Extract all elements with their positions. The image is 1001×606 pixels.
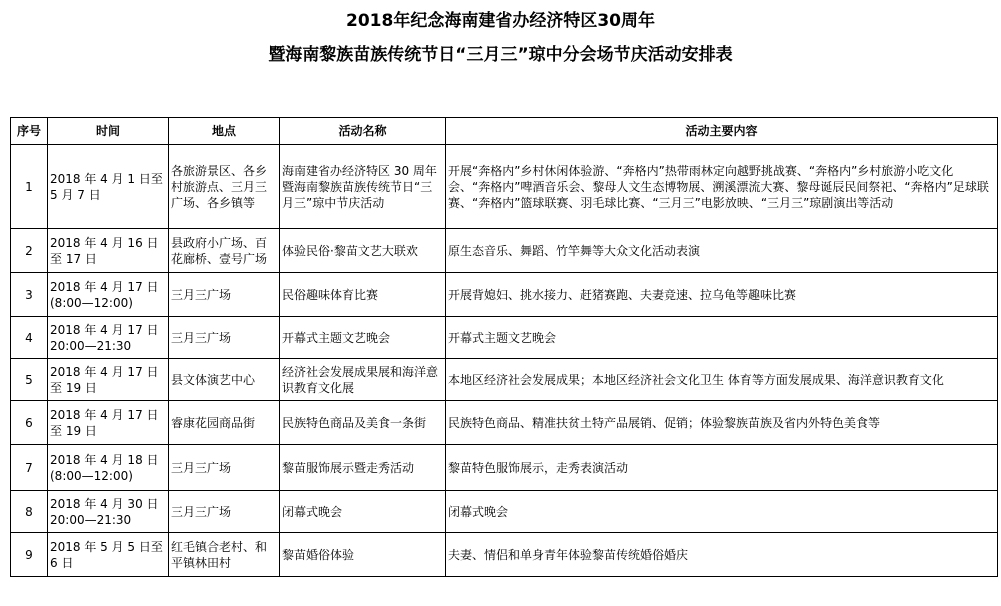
row-activity-content: 原生态音乐、舞蹈、竹竿舞等大众文化活动表演: [446, 229, 998, 273]
row-time: 2018 年 4 月 17 日至 19 日: [48, 401, 169, 445]
row-time: 2018 年 4 月 17 日至 19 日: [48, 359, 169, 401]
row-place: 三月三广场: [169, 445, 280, 491]
row-time: 2018 年 4 月 30 日 20:00—21:30: [48, 491, 169, 533]
row-time: 2018 年 4 月 16 日至 17 日: [48, 229, 169, 273]
row-place: 睿康花园商品街: [169, 401, 280, 445]
row-activity-name: 黎苗婚俗体验: [280, 533, 446, 577]
header-index: 序号: [11, 118, 48, 145]
row-activity-name: 闭幕式晚会: [280, 491, 446, 533]
header-place: 地点: [169, 118, 280, 145]
row-place: 县文体演艺中心: [169, 359, 280, 401]
table-row: [11, 445, 998, 491]
row-index: 8: [11, 491, 48, 533]
row-time: 2018 年 4 月 17 日 20:00—21:30: [48, 317, 169, 359]
row-place: 红毛镇合老村、和平镇林田村: [169, 533, 280, 577]
row-time: 2018 年 4 月 18 日(8:00—12:00): [48, 445, 169, 491]
row-activity-content: 开展背媳妇、挑水接力、赶猪赛跑、夫妻竞速、拉乌龟等趣味比赛: [446, 273, 998, 317]
row-index: 2: [11, 229, 48, 273]
row-index: 6: [11, 401, 48, 445]
row-activity-content: 夫妻、情侣和单身青年体验黎苗传统婚俗婚庆: [446, 533, 998, 577]
row-index: 4: [11, 317, 48, 359]
row-index: 5: [11, 359, 48, 401]
row-activity-content: 开幕式主题文艺晚会: [446, 317, 998, 359]
table-row: [11, 317, 998, 359]
row-index: 9: [11, 533, 48, 577]
row-activity-name: 开幕式主题文艺晚会: [280, 317, 446, 359]
header-activity-content: 活动主要内容: [446, 118, 998, 145]
table-row: [11, 359, 998, 401]
row-activity-content: 闭幕式晚会: [446, 491, 998, 533]
row-activity-content: 黎苗特色服饰展示，走秀表演活动: [446, 445, 998, 491]
header-activity-name: 活动名称: [280, 118, 446, 145]
row-place: 各旅游景区、各乡村旅游点、三月三广场、各乡镇等: [169, 145, 280, 229]
activity-schedule-table: [10, 117, 998, 577]
document-title-line2: 暨海南黎族苗族传统节日“三月三”琼中分会场节庆活动安排表: [268, 45, 733, 65]
row-index: 3: [11, 273, 48, 317]
row-time: 2018 年 4 月 17 日(8:00—12:00): [48, 273, 169, 317]
table-row: [11, 533, 998, 577]
row-activity-name: 海南建省办经济特区 30 周年暨海南黎族苗族传统节日“三月三”琼中节庆活动: [280, 145, 446, 229]
table-row: [11, 401, 998, 445]
table-header-row: [11, 118, 998, 145]
table-row: [11, 229, 998, 273]
row-activity-name: 民族特色商品及美食一条街: [280, 401, 446, 445]
document-title-line1: 2018年纪念海南建省办经济特区30周年: [346, 11, 655, 31]
row-place: 三月三广场: [169, 317, 280, 359]
row-activity-name: 体验民俗·黎苗文艺大联欢: [280, 229, 446, 273]
row-time: 2018 年 4 月 1 日至 5 月 7 日: [48, 145, 169, 229]
row-activity-name: 经济社会发展成果展和海洋意识教育文化展: [280, 359, 446, 401]
row-index: 7: [11, 445, 48, 491]
row-activity-content: 本地区经济社会发展成果；本地区经济社会文化卫生 体育等方面发展成果、海洋意识教育文化: [446, 359, 998, 401]
row-activity-name: 民俗趣味体育比赛: [280, 273, 446, 317]
row-activity-content: 民族特色商品、精准扶贫土特产品展销、促销；体验黎族苗族及省内外特色美食等: [446, 401, 998, 445]
table-row: [11, 491, 998, 533]
row-activity-content: 开展“奔格内”乡村休闲体验游、“奔格内”热带雨林定向越野挑战赛、“奔格内”乡村旅游小吃文化会、“奔格内”啤酒音乐会、黎母人文生态博物展、溯溪漂流大赛、黎母诞辰民间祭祀、“奔格内”足球联赛、“奔格内”篮球联赛、羽毛球比赛、“三月三”电影放映、“三月三”琼剧演出等活动: [446, 145, 998, 229]
header-time: 时间: [48, 118, 169, 145]
table-row: [11, 145, 998, 229]
row-place: 三月三广场: [169, 491, 280, 533]
table-row: [11, 273, 998, 317]
row-place: 县政府小广场、百花廊桥、壹号广场: [169, 229, 280, 273]
row-activity-name: 黎苗服饰展示暨走秀活动: [280, 445, 446, 491]
row-place: 三月三广场: [169, 273, 280, 317]
row-index: 1: [11, 145, 48, 229]
row-time: 2018 年 5 月 5 日至 6 日: [48, 533, 169, 577]
